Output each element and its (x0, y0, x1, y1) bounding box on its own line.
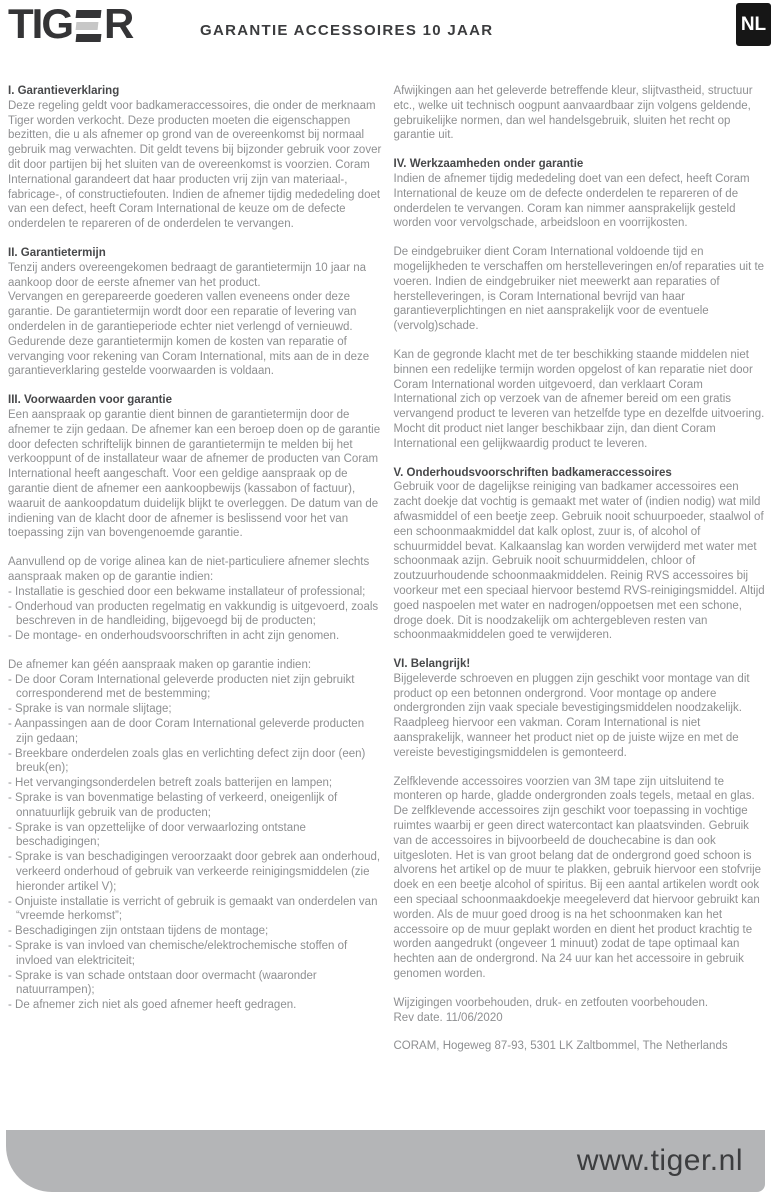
list-item: - Sprake is van bovenmatige belasting of verkeerd, oneigenlijk of onnatuurlijk gebruik van de producten; (8, 792, 338, 819)
section-3-continued-paragraph: Afwijkingen aan het geleverde betreffende kleur, slijtvastheid, structuur etc., welke uit technisch oogpunt aanvaardbaar zijn volgens geldende, gebruikelijke normen, dan wel handelsgebruik, sluiten het recht op garantie uit. (393, 85, 753, 142)
list-item: - Installatie is geschied door een bekwame installateur of professional; (8, 585, 366, 598)
tiger-logo-e-bars-icon (76, 10, 101, 42)
list-item: - Sprake is van opzettelijke of door verwaarlozing ontstane beschadigingen; (8, 821, 306, 849)
list-item: - De afnemer zich niet als goed afnemer heeft gedragen. (8, 999, 297, 1012)
section-2-paragraph: Gedurende deze garantietermijn komen de kosten van reparatie of vervanging voor rekening van Coram International, mits aan de in deze garantieverklaring gestelde voorwaarden is voldaan. (8, 335, 370, 378)
section-3-paragraph: De afnemer kan géén aanspraak maken op garantie indien: (8, 658, 312, 671)
section-6-heading: VI. Belangrijk! (393, 658, 471, 671)
section-2-heading: II. Garantietermijn (8, 246, 106, 259)
disclaimer-note: Wijzigingen voorbehouden, druk- en zetfouten voorbehouden. (393, 996, 709, 1009)
list-item: - Onjuiste installatie is verricht of gebruik is gemaakt van onderdelen van “vreemde herkomst”; (8, 895, 378, 923)
section-4-paragraph: Indien de afnemer tijdig mededeling doet van een defect, heeft Coram International de keuze om de defecte onderdelen te repareren of de onderdelen te vervangen. Coram kan nimmer aansprakelijk gesteld worden voor vervolgschade, arbeidsloon en voorrijkosten. (393, 172, 750, 230)
list-item: - Aanpassingen aan de door Coram International geleverde producten zijn gedaan; (8, 718, 365, 745)
tiger-logo-text-r: R (104, 0, 133, 47)
section-2-paragraph: Tenzij anders overeengekomen bedraagt de garantietermijn 10 jaar na aankoop door de eerste afnemer van het product. (8, 261, 367, 289)
list-item: - Het vervangingsonderdelen betreft zoals batterijen en lampen; (8, 777, 333, 790)
section-3-paragraph: Aanvullend op de vorige alinea kan de niet-particuliere afnemer slechts aanspraak maken op de garantie indien: (8, 556, 370, 583)
section-3-paragraph: Een aanspraak op garantie dient binnen de garantietermijn door de afnemer te zijn gedaan. De afnemer kan een beroep doen op de garantie door defecten schriftelijk binnen de garantietermijn te melden bij het verkooppunt of de installateur waar de afnemer de producten van Coram International heeft aangeschaft. Voor een geldige aanspraak op de garantie dient de afnemer een aankoopbewijs (kassabon of factuur), waaruit de aankoopdatum duidelijk blijkt te overleggen. De datum van de indiening van de klacht door de afnemer is beslissend voor het van toepassing zijn van bovengenoemde garantie. (8, 408, 381, 540)
document-body (8, 84, 767, 1054)
document-header (0, 0, 773, 56)
right-column (394, 84, 768, 1054)
page-title: GARANTIE ACCESSOIRES 10 JAAR (200, 22, 494, 39)
section-4-heading: IV. Werkzaamheden onder garantie (393, 158, 584, 171)
company-address: CORAM, Hogeweg 87-93, 5301 LK Zaltbommel, The Netherlands (393, 1040, 728, 1053)
list-item: - De montage- en onderhoudsvoorschriften in acht zijn genomen. (8, 630, 340, 643)
tiger-logo (8, 2, 132, 46)
revision-date: Rev date. 11/06/2020 (393, 1011, 503, 1024)
list-item: - De door Coram International geleverde producten niet zijn gebruikt corresponderend met de bestemming; (8, 673, 355, 701)
section-6-paragraph: Bijgeleverde schroeven en pluggen zijn geschikt voor montage van dit product op een betonnen ondergrond. Voor montage op andere ondergronden zijn vaak speciale bevestigingsmiddelen noodzakelijk. Raadpleeg hiervoor een vakman. Coram International is niet aansprakelijk, wanneer het product niet op de juiste wijze en met de vereiste bevestigingsmiddelen is gemonteerd. (393, 672, 750, 759)
website-url: www.tiger.nl (576, 1144, 743, 1177)
section-1-paragraph: Deze regeling geldt voor badkameraccessoires, die onder de merknaam Tiger worden verkocht. Deze producten moeten die eigenschappen bezitten, die u als afnemer op grond van de overeenkomst bij normaal gebruik mag verwachten. Dit geldt tevens bij bijzonder gebruik voor zover dit door partijen bij het sluiten van de overeenkomst is voorzien. Coram International garandeert dat haar producten vrij zijn van materiaal-, fabricage-, of constructiefouten. Indien de afnemer tijdig mededeling doet van een defect, heeft Coram International de keuze om de defecte onderdelen te repareren of de onderdelen te vervangen. (8, 99, 382, 231)
list-item: - Sprake is van schade ontstaan door overmacht (waaronder natuurrampen); (8, 969, 317, 997)
tiger-logo-text-tig: TIG (8, 0, 72, 47)
list-item: - Sprake is van normale slijtage; (8, 703, 172, 716)
section-1-heading: I. Garantieverklaring (8, 85, 120, 97)
list-item: - Beschadigingen zijn ontstaan tijdens de montage; (8, 925, 269, 938)
footer-bar (6, 1130, 765, 1192)
list-item: - Sprake is van beschadigingen veroorzaakt door gebrek aan onderhoud, verkeerd onderhoud of gebruik van verkeerde reinigingsmiddelen (zie hieronder artikel V); (8, 851, 381, 893)
section-3-heading: III. Voorwaarden voor garantie (8, 394, 173, 407)
list-item: - Onderhoud van producten regelmatig en vakkundig is uitgevoerd, zoals beschreven in de handleiding, bijgevoegd bij de producten; (8, 600, 379, 628)
section-5-heading: V. Onderhoudsvoorschriften badkameraccessoires (393, 466, 672, 479)
section-5-paragraph: Gebruik voor de dagelijkse reiniging van badkamer accessoires een zacht doekje dat vochtig is gemaakt met water of (indien nodig) wat mild afwasmiddel of een beetje zeep. Gebruik nooit schuurpoeder, staalwol of een schoonmaakmiddel dat kalk oplost, zuur is, of alcohol of schuurmiddel bevat. Kalkaanslag kan worden verwijderd met water met schoonmaak azijn. Gebruik nooit schuurmiddelen, chloor of zoutzuurhoudende schoonmaakmiddelen. Reinig RVS accessoires bij voorkeur met een speciaal hiervoor bestemd RVS-reinigingsmiddel. Altijd goed naspoelen met water en nadrogen/oppoetsen met een schone, droge doek. Dit is noodzakelijk om achtergebleven resten van schoonmaakmiddelen goed te verwijderen. (393, 481, 765, 642)
section-4-paragraph: De eindgebruiker dient Coram International voldoende tijd en mogelijkheden te verschaffen om herstelleveringen en/of reparaties uit te voeren. Indien de eindgebruiker niet meewerkt aan reparaties of herstelleveringen, is Coram International bevrijd van haar garantieverplichtingen en niet aansprakelijk voor de eventuele (vervolg)schade. (393, 246, 765, 333)
list-item: - Sprake is van invloed van chemische/elektrochemische stoffen of invloed van elektriciteit; (8, 940, 348, 967)
section-6-paragraph: Zelfklevende accessoires voorzien van 3M tape zijn uitsluitend te monteren op harde, gladde ondergronden zoals tegels, metaal en glas. De zelfklevende accessoires zijn geschikt voor toepassing in vochtige ruimtes waarbij er geen direct watercontact kan plaatsvinden. Gebruik van de accessoires in bijvoorbeeld de douchecabine is dan ook uitgesloten. Het is van groot belang dat de ondergrond goed schoon is alvorens het artikel op de muur te plakken, gebruik hiervoor een stofvrije doek en een beetje alcohol of spiritus. Bij een aantal artikelen wordt ook een speciaal schoonmaakdoekje meegeleverd dat hiervoor gebruikt kan worden. Als de muur goed droog is na het schoonmaken kan het accessoire op de muur geplakt worden en dient het product krachtig te worden aangedrukt (ongeveer 1 minuut) zodat de tape optimaal kan hechten aan de ondergrond. Na 24 uur kan het accessoire in gebruik genomen worden. (393, 775, 762, 981)
section-2-paragraph: Vervangen en gerepareerde goederen vallen eveneens onder deze garantie. De garantietermijn wordt door een reparatie of levering van onderdelen in de garantieperiode echter niet verlengd of vernieuwd. (8, 291, 357, 333)
left-column (8, 84, 382, 1054)
section-4-paragraph: Kan de gegronde klacht met de ter beschikking staande middelen niet binnen een redelijke termijn worden opgelost of kan reparatie niet door Coram International worden uitgevoerd, dan verklaart Coram International zich op verzoek van de afnemer bereid om een gratis vervangend product te leveren van hetzelfde type en dezelfde uitvoering. Mocht dit product niet langer beschikbaar zijn, dan dient Coram International een gelijkwaardig product te leveren. (393, 348, 765, 450)
language-badge: NL (736, 3, 771, 46)
list-item: - Breekbare onderdelen zoals glas en verlichting defect zijn door (een) breuk(en); (8, 747, 366, 775)
